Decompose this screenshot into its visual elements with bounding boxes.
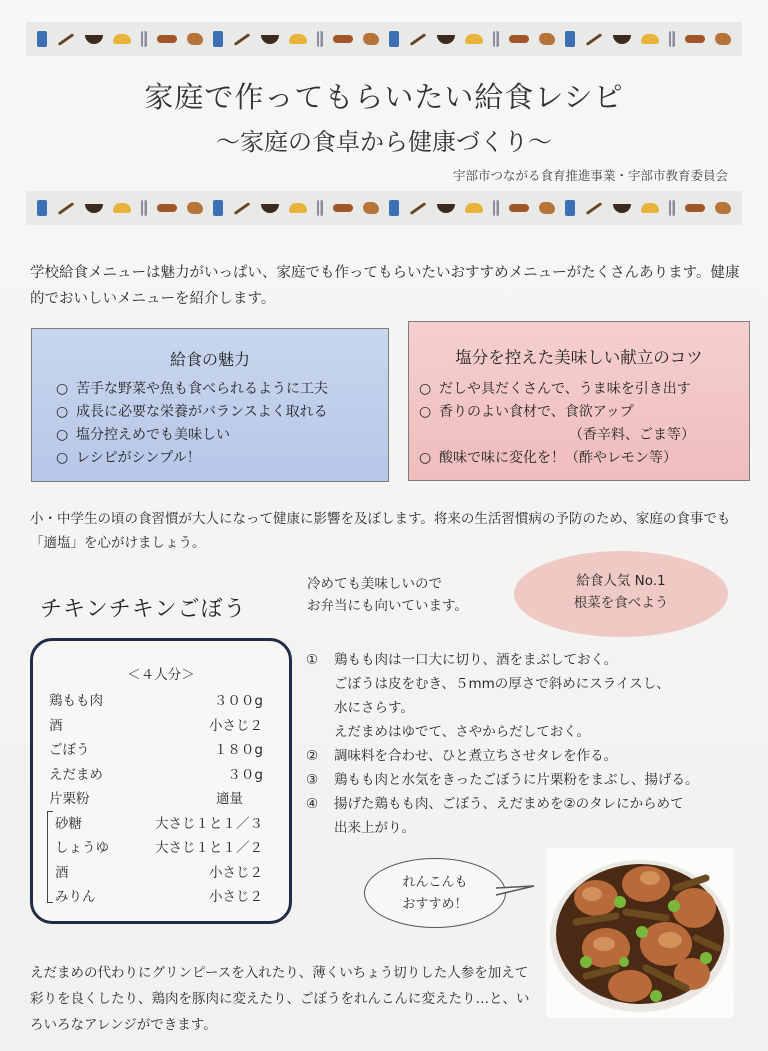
omelet-icon [113,203,131,213]
omelet-icon [641,34,659,44]
popularity-badge: 給食人気 No.1 根菜を食べよう [514,551,728,637]
sausage-icon [157,204,177,212]
fried-food-icon [363,202,379,214]
bowl-icon [261,204,279,213]
page-subtitle: 〜家庭の食卓から健康づくり〜 [216,128,552,156]
sausage-icon [685,204,705,212]
step-4: ④ 揚げた鶏もも肉、ごぼう、えだまめを②のタレにからめて [306,796,684,812]
omelet-icon [465,203,483,213]
fork-icon [141,200,147,216]
servings-label: ＜４人分＞ [127,667,195,683]
cup-icon [37,200,47,216]
cup-icon [37,31,47,47]
omelet-icon [641,203,659,213]
fried-food-icon [363,33,379,45]
chopsticks-icon [58,202,74,215]
fork-icon [669,31,675,47]
fork-icon [669,200,675,216]
tip-item: ○ 酸味で味に変化を！（酢やレモン等） [419,450,677,466]
cup-icon [213,31,223,47]
bowl-icon [437,35,455,44]
cup-icon [565,200,575,216]
sauce-row: 酒 小さじ２ [55,864,263,881]
fried-food-icon [539,33,555,45]
speech-bubble-tail [496,884,536,898]
sausage-icon [509,35,529,43]
intro-paragraph: 学校給食メニューは魅力がいっぱい、家庭でも作ってもらいたいおすすめメニューがたくさんあります。健康的でおいしいメニューを紹介します。 [30,265,740,307]
chopsticks-icon [586,33,602,46]
chopsticks-icon [410,202,426,215]
ingredient-row: 鶏もも肉 ３００g [49,693,263,709]
appeal-item: ○ 成長に必要な栄養がバランスよく取れる [56,401,388,424]
appeal-item: ○ レシピがシンプル！ [56,447,388,470]
publisher-credit: 宇部市つながる食育推進事業・宇部市教育委員会 [452,168,728,183]
cup-icon [389,31,399,47]
omelet-icon [289,34,307,44]
ingredient-row: ごぼう １８０g [49,742,263,758]
sauce-row: 砂糖 大さじ１と１／３ [55,815,263,832]
appeal-box-title: 給食の魅力 [169,350,250,369]
step-2: ② 調味料を合わせ、ひと煮立ちさせタレを作る。 [306,748,618,764]
sausage-icon [333,204,353,212]
cup-icon [213,200,223,216]
bowl-icon [437,204,455,213]
bullet-mark: ○ [56,404,69,420]
omelet-icon [289,203,307,213]
low-salt-tips-box [408,321,750,481]
recipe-note: 冷めても美味しいので お弁当にも向いています。 [307,576,468,614]
ingredient-row: えだまめ ３０g [49,766,263,783]
recipe-title: チキンチキンごぼう [40,597,247,622]
bullet-mark: ○ [56,450,69,466]
chopsticks-icon [234,202,250,215]
cup-icon [565,31,575,47]
food-icon-strip-top [26,22,742,56]
bowl-icon [613,204,631,213]
appeal-list [32,378,388,470]
fork-icon [141,31,147,47]
fork-icon [493,31,499,47]
fork-icon [317,31,323,47]
bullet-mark: ○ [56,381,69,397]
fork-icon [317,200,323,216]
appeal-item: ○ 苦手な野菜や魚も食べられるように工夫 [56,378,388,401]
fried-food-icon [715,33,731,45]
ingredient-row: 片栗粉 適量 [49,791,243,807]
sausage-icon [509,204,529,212]
sauce-row: しょうゆ 大さじ１と１／２ [55,840,263,856]
bowl-icon [85,35,103,44]
chopsticks-icon [234,33,250,46]
fried-food-icon [539,202,555,214]
chopsticks-icon [58,33,74,46]
tips-box-title: 塩分を控えた美味しい献立のコツ [455,348,703,367]
step-1: ① 鶏もも肉は一口大に切り、酒をまぶしておく。 [306,652,618,668]
food-icon-strip-bottom [26,191,742,225]
school-lunch-appeal-box [31,328,389,482]
omelet-icon [113,34,131,44]
step-3: ③ 鶏もも肉と水気をきったごぼうに片栗粉をまぶし、揚げる。 [306,772,699,788]
chopsticks-icon [410,33,426,46]
arrangement-paragraph: えだまめの代わりにグリンピースを入れたり、薄くいちょう切りした人参を加えて彩りを良くしたり、鶏肉を豚肉に変えたり、ごぼうをれんこんに変えたり…と、いろいろなアレンジができます。 [30,965,530,1033]
fork-icon [493,200,499,216]
bullet-mark: ○ [56,427,69,443]
sauce-row: みりん 小さじ２ [55,889,263,905]
recipe-steps: ① 鶏もも肉は一口大に切り、酒をまぶしておく。 ごぼうは皮をむき、５mmの厚さで斜めにスライスし、 水にさらす。 えだまめはゆでて、さやからだしておく。 ② 調味料を合わせ、ひと煮立ちさせタレを作る。 ③ 鶏もも肉と水気をきったごぼうに片栗粉をまぶし、揚げる。 ④ 揚げた鶏もも肉、ごぼう、えだまめを②のタレにからめて 出来上がり。 [306,648,746,840]
bowl-icon [261,35,279,44]
ingredient-row: 酒 小さじ２ [49,717,263,734]
sausage-icon [157,35,177,43]
sausage-icon [685,35,705,43]
fried-food-icon [715,202,731,214]
sausage-icon [333,35,353,43]
appeal-item: ○ 塩分控えめでも美味しい [56,424,388,447]
cup-icon [389,200,399,216]
tips-list [409,378,749,470]
chopsticks-icon [586,202,602,215]
tip-item: ○ 香りのよい食材で、食欲アップ [419,404,634,420]
fried-food-icon [187,33,203,45]
fried-food-icon [187,202,203,214]
dish-photo [546,848,734,1018]
page-title: 家庭で作ってもらいたい給食レシピ [144,80,624,114]
bowl-icon [85,204,103,213]
ingredients-box [30,638,292,924]
tip-item: ○ だしや具だくさんで、うま味を引き出す [419,381,691,397]
bowl-icon [613,35,631,44]
health-warning-paragraph: 小・中学生の頃の食習慣が大人になって健康に影響を及ぼします。将来の生活習慣病の予防のため、家庭の食事でも「適塩」を心がけましょう。 [30,511,731,551]
tip-item-detail: （香辛料、ごま等） [569,427,695,443]
omelet-icon [465,34,483,44]
speech-bubble: れんこんも おすすめ！ [364,858,506,928]
